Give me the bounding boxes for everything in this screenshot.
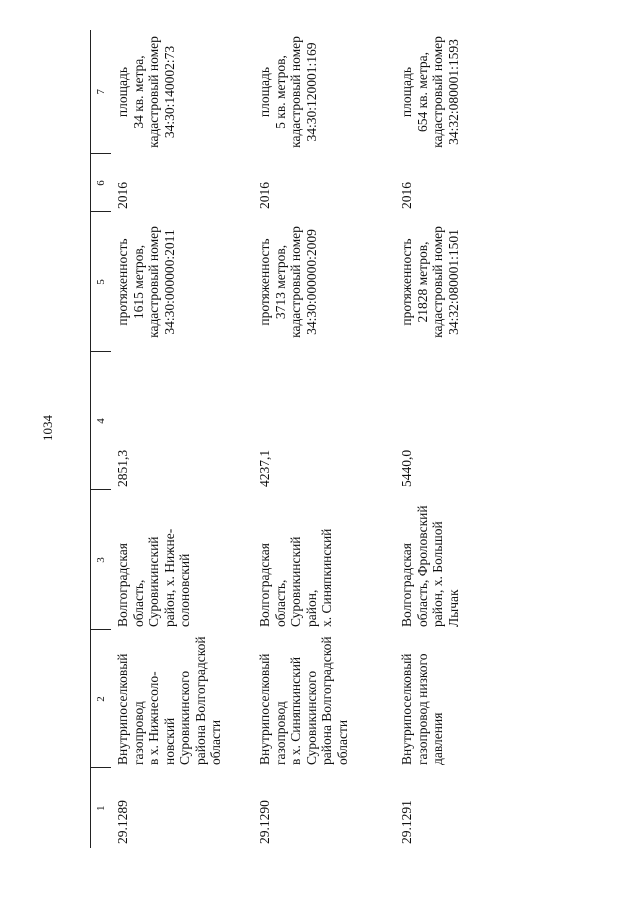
name-line: Суровикинского xyxy=(177,670,192,765)
area-line: кадастровый номер xyxy=(288,36,303,148)
area-line: площадь xyxy=(115,66,130,118)
name-line: новский xyxy=(161,717,177,765)
landscape-sheet xyxy=(90,30,475,848)
address-line: Волгоградская xyxy=(399,543,414,627)
column-number: 7 xyxy=(91,30,112,154)
extent-line: протяженность xyxy=(115,238,130,326)
area-line: 5 кв. метров, xyxy=(272,55,288,129)
name-line: газопровод xyxy=(272,701,288,765)
row-number-text: 29.1289 xyxy=(115,800,130,844)
extent-line: кадастровый номер xyxy=(288,226,303,338)
area-line: площадь xyxy=(399,66,414,118)
name-line: газопровод низкого xyxy=(414,653,430,765)
object-address xyxy=(395,490,537,630)
object-name xyxy=(111,630,253,768)
extent-line: кадастровый номер xyxy=(430,226,445,338)
address-line: район, х. Нижне- xyxy=(161,528,177,627)
value-text: 4237,1 xyxy=(257,449,272,487)
address-line: область, xyxy=(272,579,288,627)
area-line: 34:30:120001:169 xyxy=(303,42,319,142)
object-area xyxy=(395,30,537,154)
extent-line: 3713 метров, xyxy=(272,244,288,320)
object-area xyxy=(253,30,395,154)
column-number: 6 xyxy=(91,154,112,212)
area-line: площадь xyxy=(257,66,272,118)
area-line: 34:30:140002:73 xyxy=(161,45,177,139)
object-value xyxy=(253,352,395,490)
object-extent xyxy=(111,212,253,352)
address-line: Волгоградская xyxy=(257,543,272,627)
extent-line: 34:30:000000:2011 xyxy=(161,229,177,335)
row-number xyxy=(253,768,395,848)
extent-line: 34:30:000000:2009 xyxy=(303,229,319,335)
address-line: х. Синяпкинский xyxy=(319,528,334,627)
column-number: 3 xyxy=(91,490,112,630)
value-text: 5440,0 xyxy=(399,449,414,487)
registry-table xyxy=(90,30,537,848)
extent-line: протяженность xyxy=(399,238,414,326)
extent-line: кадастровый номер xyxy=(146,226,161,338)
column-number: 1 xyxy=(91,768,112,848)
name-line: в х. Синяпкинский xyxy=(288,656,303,765)
address-line: область, Фроловский xyxy=(414,505,430,627)
address-line: Суровикинский xyxy=(146,536,161,627)
object-year xyxy=(253,154,395,212)
address-line: Суровикинский xyxy=(288,536,303,627)
name-line: Внутрипоселковый xyxy=(399,653,414,765)
row-number-text: 29.1291 xyxy=(399,800,414,844)
address-line: Лычак xyxy=(445,589,461,627)
area-line: кадастровый номер xyxy=(146,36,161,148)
row-number xyxy=(111,768,253,848)
extent-line: 1615 метров, xyxy=(130,244,146,320)
object-area xyxy=(111,30,253,154)
address-line: район, xyxy=(303,589,319,627)
area-line: кадастровый номер xyxy=(430,36,445,148)
object-year xyxy=(395,154,537,212)
extent-line: 21828 метров, xyxy=(414,241,430,323)
extent-line: протяженность xyxy=(257,238,272,326)
name-line: давления xyxy=(430,712,445,765)
object-extent xyxy=(395,212,537,352)
object-value xyxy=(111,352,253,490)
name-line: газопровод xyxy=(130,701,146,765)
object-extent xyxy=(253,212,395,352)
address-line: район, х. Большой xyxy=(430,521,445,627)
name-line: района Волгоградской xyxy=(319,636,334,765)
year-text: 2016 xyxy=(257,182,272,209)
column-number: 4 xyxy=(91,352,112,490)
table-row xyxy=(253,30,395,848)
name-line: области xyxy=(334,719,350,765)
name-line: Суровикинского xyxy=(303,670,319,765)
column-number: 5 xyxy=(91,212,112,352)
address-line: область, xyxy=(130,579,146,627)
area-line: 654 кв. метра, xyxy=(414,51,430,133)
object-address xyxy=(253,490,395,630)
column-number: 2 xyxy=(91,630,112,768)
address-line: солоновский xyxy=(177,553,192,627)
value-text: 2851,3 xyxy=(115,449,130,487)
table-row xyxy=(111,30,253,848)
object-value xyxy=(395,352,537,490)
table-row xyxy=(395,30,537,848)
extent-line: 34:32:080001:1501 xyxy=(445,229,461,335)
year-text: 2016 xyxy=(115,182,130,209)
row-number xyxy=(395,768,537,848)
year-text: 2016 xyxy=(399,182,414,209)
object-name xyxy=(253,630,395,768)
area-line: 34 кв. метра, xyxy=(130,55,146,129)
row-number-text: 29.1290 xyxy=(257,800,272,844)
column-number-row xyxy=(91,30,112,848)
name-line: Внутрипоселковый xyxy=(115,653,130,765)
page-number: 1034 xyxy=(40,415,55,441)
name-line: района Волгоградской xyxy=(192,636,208,765)
address-line: Волгоградская xyxy=(115,543,130,627)
area-line: 34:32:080001:1593 xyxy=(445,39,461,145)
name-line: Внутрипоселковый xyxy=(257,653,272,765)
object-name xyxy=(395,630,537,768)
name-line: в х. Нижнесоло- xyxy=(146,671,161,765)
name-line: области xyxy=(208,719,223,765)
object-year xyxy=(111,154,253,212)
object-address xyxy=(111,490,253,630)
